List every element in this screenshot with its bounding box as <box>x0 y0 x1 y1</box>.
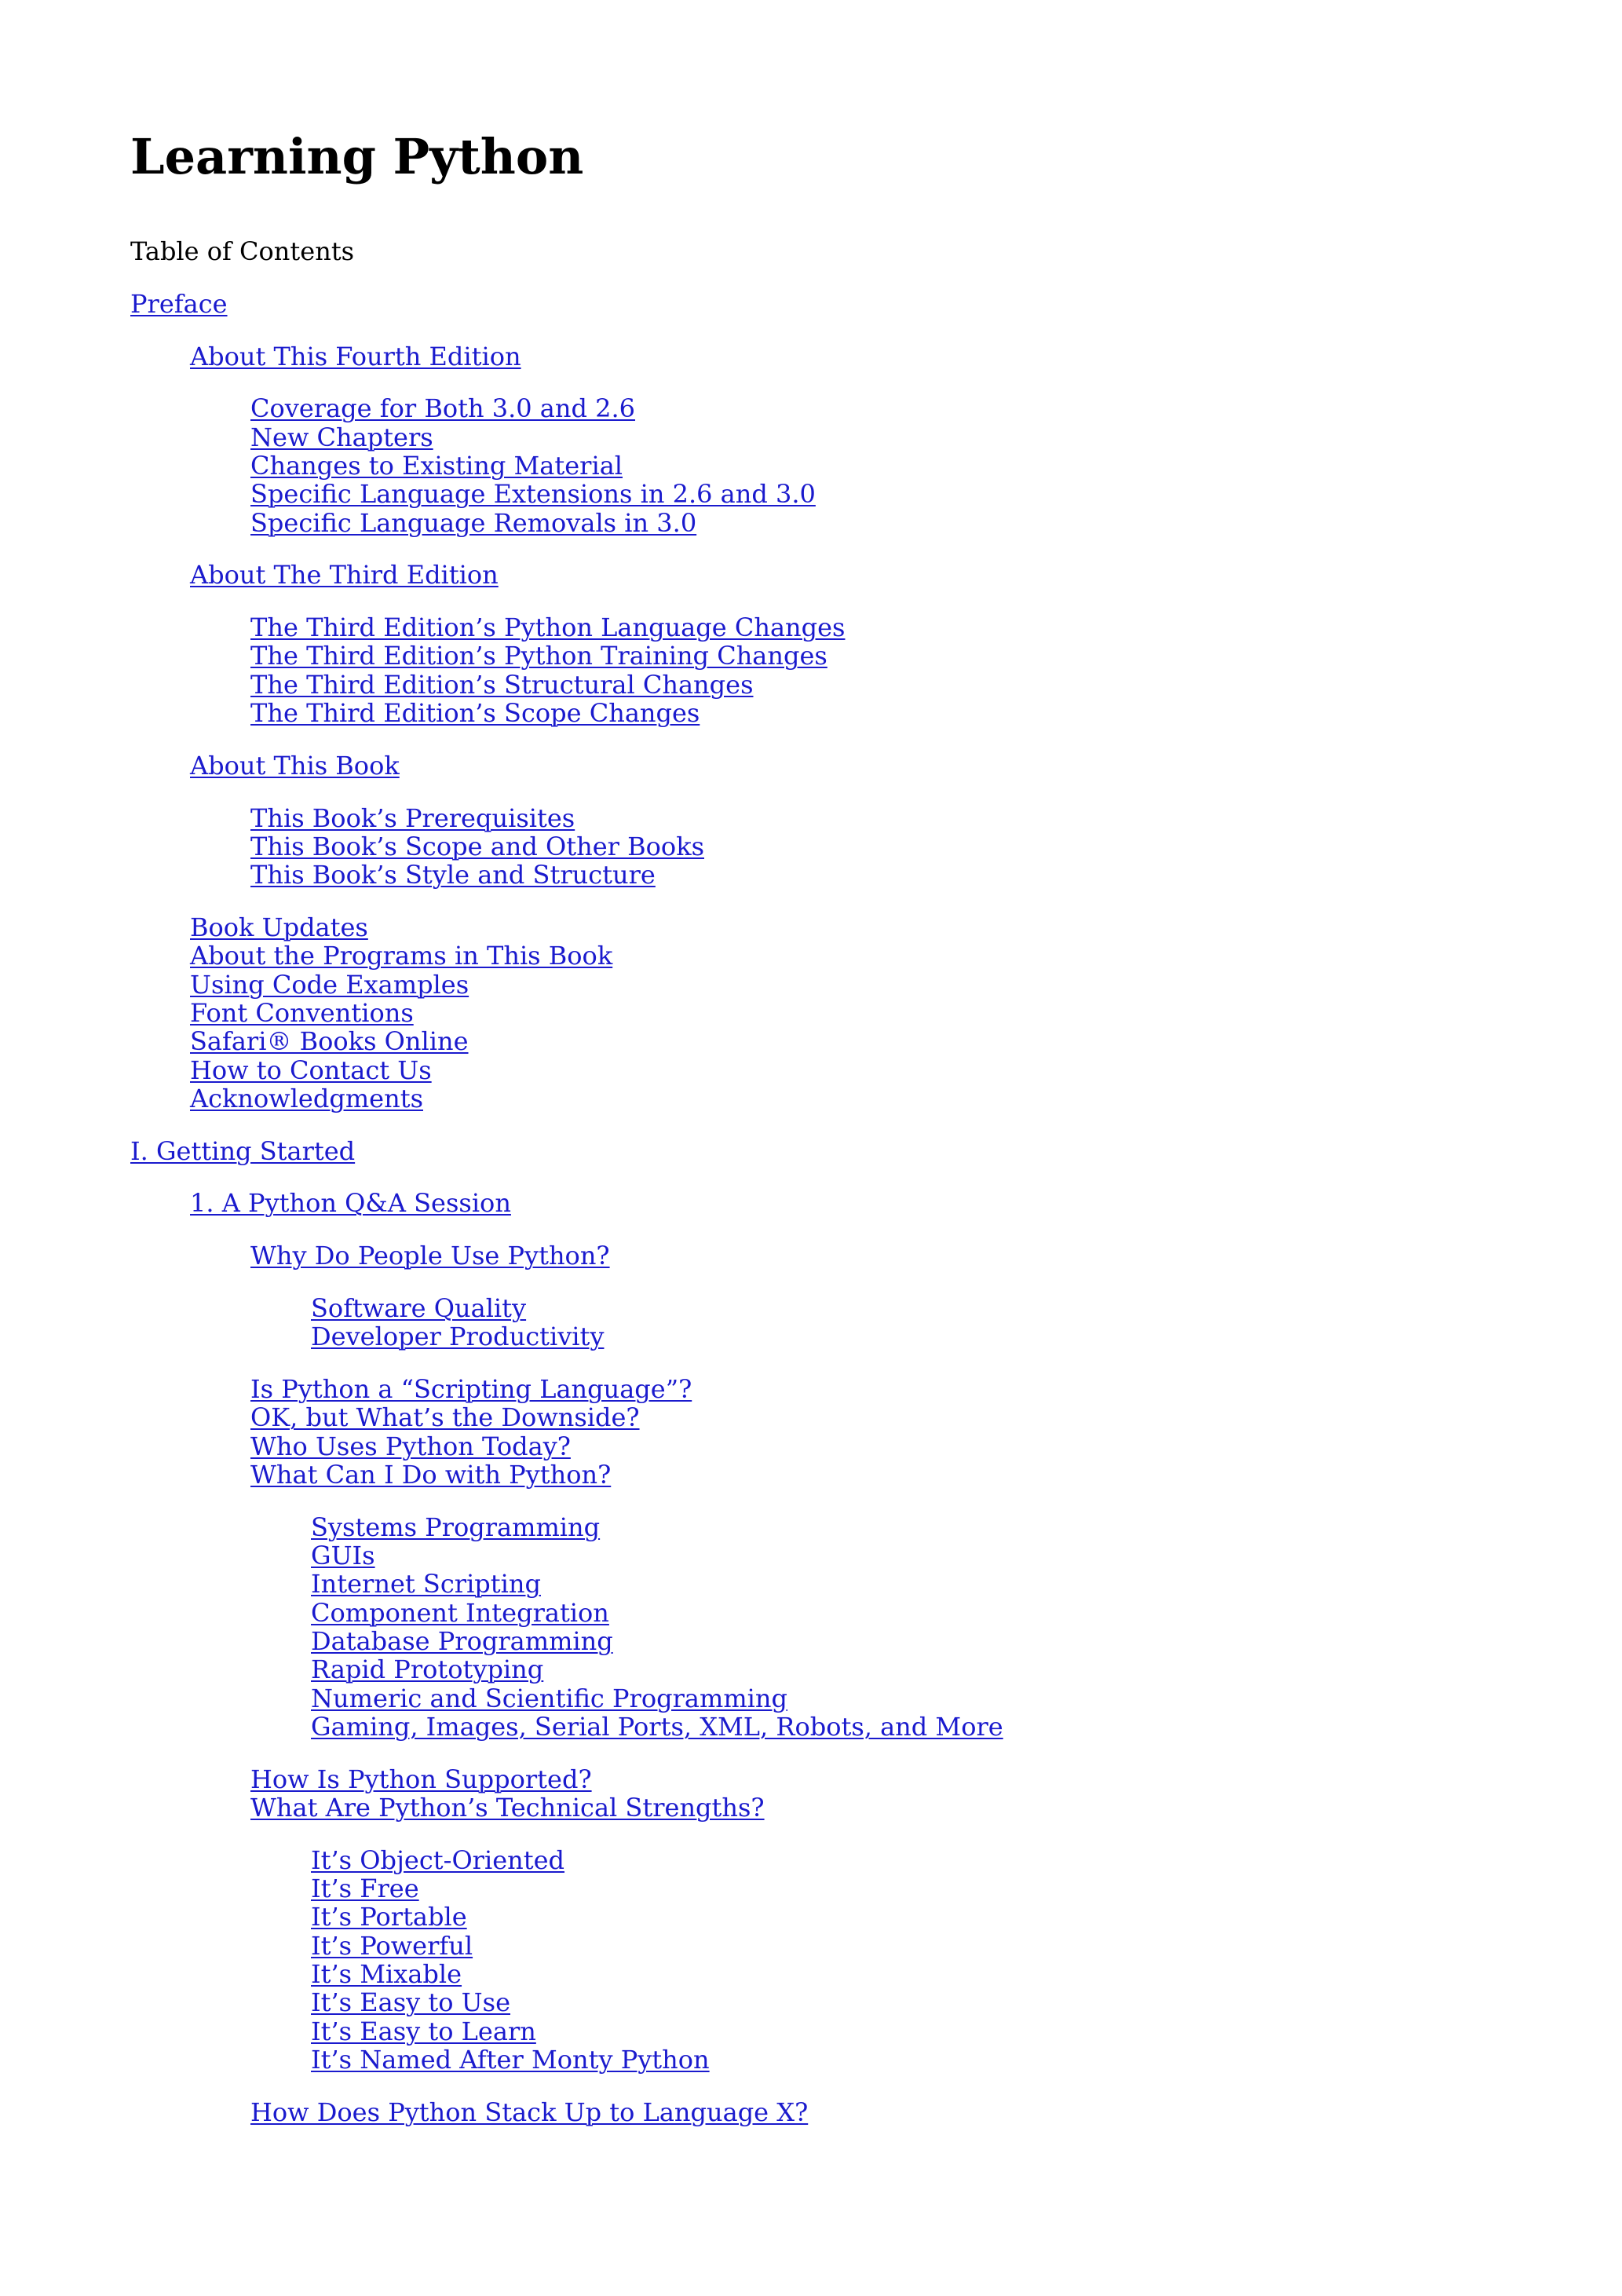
toc-entry <box>190 941 1559 970</box>
toc-list <box>130 290 1559 2126</box>
toc-entry <box>190 971 1559 999</box>
toc-link[interactable]: Who Uses Python Today? <box>250 1431 571 1461</box>
toc-entry <box>250 1403 1559 1431</box>
toc-entry <box>311 1294 1559 1322</box>
toc-link[interactable]: GUIs <box>311 1541 375 1571</box>
toc-entry <box>311 1655 1559 1684</box>
toc-link[interactable]: Database Programming <box>311 1625 613 1656</box>
toc-entry <box>190 913 1559 941</box>
toc-entry <box>311 1988 1559 2016</box>
toc-link[interactable]: Developer Productivity <box>311 1322 605 1352</box>
toc-entry <box>311 2017 1559 2046</box>
toc-link[interactable]: Numeric and Scientific Programming <box>311 1683 787 1713</box>
toc-link[interactable]: It’s Mixable <box>311 1958 462 1989</box>
toc-link[interactable]: Safari® Books Online <box>190 1026 469 1057</box>
toc-link[interactable]: OK, but What’s the Downside? <box>250 1402 640 1433</box>
toc-entry <box>250 642 1559 670</box>
toc-link[interactable]: Component Integration <box>311 1597 609 1628</box>
toc-link[interactable]: What Can I Do with Python? <box>250 1460 612 1490</box>
toc-entry <box>311 1846 1559 1874</box>
toc-link[interactable]: Software Quality <box>311 1293 527 1324</box>
toc-link[interactable]: The Third Edition’s Scope Changes <box>250 698 700 729</box>
toc-entry <box>311 1541 1559 1570</box>
toc-link[interactable]: Rapid Prototyping <box>311 1654 544 1685</box>
toc-link[interactable]: The Third Edition’s Python Training Changes <box>250 641 827 671</box>
toc-entry <box>311 1570 1559 1598</box>
toc-entry <box>250 671 1559 699</box>
toc-link[interactable]: Acknowledgments <box>190 1083 423 1113</box>
toc-entry <box>250 480 1559 508</box>
toc-link[interactable]: It’s Portable <box>311 1902 467 1932</box>
toc-entry <box>130 290 1559 318</box>
toc-entry <box>250 804 1559 832</box>
toc-link[interactable]: Systems Programming <box>311 1512 601 1542</box>
toc-link[interactable]: Specific Language Removals in 3.0 <box>250 507 697 538</box>
toc-entry <box>311 1960 1559 1988</box>
toc-entry <box>190 751 1559 780</box>
toc-entry <box>311 1713 1559 1741</box>
toc-link[interactable]: It’s Powerful <box>311 1930 473 1961</box>
toc-link[interactable]: I. Getting Started <box>130 1135 356 1166</box>
toc-link[interactable]: New Chapters <box>250 422 433 452</box>
toc-link[interactable]: Font Conventions <box>190 997 414 1028</box>
document-page <box>130 126 1559 2126</box>
toc-link[interactable]: 1. A Python Q&A Session <box>190 1188 511 1219</box>
toc-link[interactable]: How to Contact Us <box>190 1055 432 1085</box>
toc-link[interactable]: This Book’s Prerequisites <box>250 803 575 833</box>
toc-entry <box>250 1432 1559 1461</box>
toc-link[interactable]: About This Book <box>190 750 400 781</box>
toc-entry <box>311 1903 1559 1931</box>
toc-link[interactable]: Internet Scripting <box>311 1569 541 1600</box>
toc-entry <box>190 1027 1559 1055</box>
toc-link[interactable]: Is Python a “Scripting Language”? <box>250 1374 692 1405</box>
toc-entry <box>190 999 1559 1027</box>
toc-entry <box>250 509 1559 537</box>
toc-link[interactable]: It’s Easy to Learn <box>311 2016 536 2046</box>
toc-entry <box>250 394 1559 422</box>
toc-entry <box>250 1241 1559 1270</box>
toc-link[interactable]: Book Updates <box>190 912 368 943</box>
toc-link[interactable]: Specific Language Extensions in 2.6 and 3.0 <box>250 479 816 510</box>
toc-entry <box>190 1056 1559 1084</box>
toc-entry <box>250 832 1559 861</box>
toc-entry <box>311 1684 1559 1713</box>
toc-entry <box>311 2046 1559 2074</box>
toc-entry <box>311 1513 1559 1541</box>
toc-entry <box>250 1765 1559 1793</box>
toc-entry <box>311 1599 1559 1627</box>
toc-link[interactable]: Gaming, Images, Serial Ports, XML, Robots, and More <box>311 1711 1003 1742</box>
toc-link[interactable]: About the Programs in This Book <box>190 941 613 971</box>
toc-link[interactable]: This Book’s Scope and Other Books <box>250 831 704 861</box>
toc-link[interactable]: How Does Python Stack Up to Language X? <box>250 2097 809 2127</box>
toc-entry <box>250 1375 1559 1403</box>
toc-link[interactable]: How Is Python Supported? <box>250 1764 592 1794</box>
document-title: Learning Python <box>130 128 584 185</box>
toc-entry <box>130 1137 1559 1165</box>
toc-link[interactable]: The Third Edition’s Structural Changes <box>250 669 754 700</box>
toc-entry <box>311 1874 1559 1903</box>
toc-entry <box>190 561 1559 589</box>
toc-entry <box>311 1322 1559 1351</box>
toc-link[interactable]: It’s Free <box>311 1874 419 1904</box>
toc-link[interactable]: Using Code Examples <box>190 969 469 1000</box>
toc-entry <box>250 699 1559 727</box>
toc-entry <box>250 1793 1559 1822</box>
toc-entry <box>311 1932 1559 1960</box>
toc-entry <box>311 1627 1559 1655</box>
toc-heading: Table of Contents <box>130 236 355 266</box>
toc-link[interactable]: Why Do People Use Python? <box>250 1241 610 1271</box>
toc-link[interactable]: What Are Python’s Technical Strengths? <box>250 1792 765 1823</box>
toc-link[interactable]: It’s Easy to Use <box>311 1987 510 2018</box>
toc-entry <box>250 1461 1559 1489</box>
toc-link[interactable]: It’s Object-Oriented <box>311 1844 565 1875</box>
toc-link[interactable]: It’s Named After Monty Python <box>311 2044 710 2075</box>
toc-entry <box>250 861 1559 889</box>
toc-entry <box>250 423 1559 452</box>
toc-link[interactable]: Changes to Existing Material <box>250 450 623 481</box>
toc-link[interactable]: About The Third Edition <box>190 560 499 590</box>
toc-link[interactable]: This Book’s Style and Structure <box>250 860 656 890</box>
toc-entry <box>250 2098 1559 2126</box>
toc-entry <box>250 613 1559 642</box>
toc-link[interactable]: Coverage for Both 3.0 and 2.6 <box>250 393 636 424</box>
toc-entry <box>190 1189 1559 1217</box>
toc-link[interactable]: Preface <box>130 288 228 319</box>
toc-entry <box>190 1084 1559 1113</box>
toc-entry <box>250 452 1559 480</box>
toc-link[interactable]: About This Fourth Edition <box>190 341 521 371</box>
toc-link[interactable]: The Third Edition’s Python Language Changes <box>250 612 846 643</box>
toc-entry <box>190 342 1559 371</box>
